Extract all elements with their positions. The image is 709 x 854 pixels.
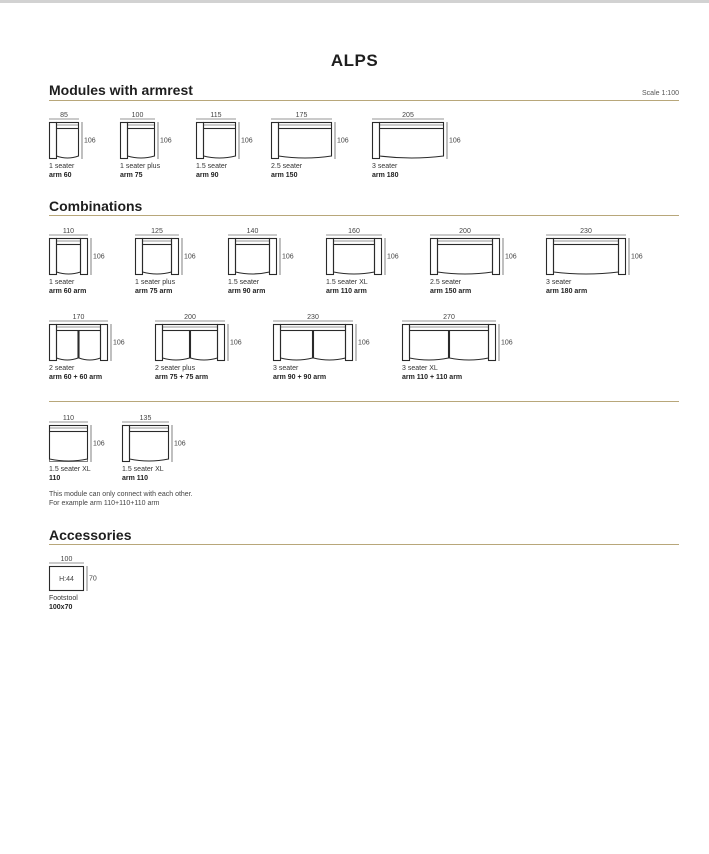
xl-note-line-2: For example arm 110+110+110 arm [49,500,160,507]
width-dimension: 110 [62,415,75,422]
page-title: ALPS [330,51,379,70]
sofa-item [196,112,260,179]
item-type: 3 seater [372,163,398,170]
sofa-plan-drawing [49,112,103,161]
item-type: 1 seater [49,163,75,170]
width-dimension: 230 [580,228,592,235]
item-code: arm 90 arm [228,287,266,295]
sofa-plan-drawing [271,112,356,161]
item-caption [228,279,265,296]
sofa-plan-drawing [155,314,249,363]
xl-note [49,490,193,508]
sofa-plan-drawing [122,415,193,464]
width-dimension: 160 [348,228,360,235]
item-code: arm 90 + 90 arm [273,373,327,381]
item-code: arm 90 [196,171,219,179]
height-dimension: 106 [93,253,105,261]
section-rule [49,544,679,545]
item-type: 1.5 seater XL [49,466,91,473]
sofa-item [228,228,301,295]
item-type: 1 seater [49,279,75,286]
item-type: 3 seater XL [402,365,438,372]
item-caption [430,279,471,296]
width-dimension: 100 [60,556,73,563]
sofa-item [155,314,249,381]
item-caption [326,279,368,296]
sofa-item [49,112,103,179]
item-code: 100x70 [49,603,73,611]
sofa-item [372,112,468,179]
sofa-plan-drawing [402,314,520,363]
height-dimension: 106 [174,440,186,448]
item-type: 1.5 seater [228,279,260,286]
item-caption [49,466,91,483]
sofa-item [49,556,108,611]
top-border [0,0,709,3]
height-dimension: 106 [358,339,370,347]
height-dimension: 106 [282,253,294,261]
height-dimension: 106 [387,253,399,261]
width-dimension: 140 [246,228,259,235]
item-code: arm 180 [372,171,399,179]
item-caption [402,365,462,382]
width-dimension: 270 [443,314,455,321]
item-type: 1 seater plus [135,279,176,286]
xl-note-line-1: This module can only connect with each other. [49,491,193,498]
height-dimension: 106 [505,253,517,261]
section-heading-accessories: Accessories [49,527,132,543]
width-dimension: 200 [184,314,196,321]
item-code: arm 110 + 110 arm [402,373,463,381]
item-type: 1 seater plus [120,163,161,170]
item-caption [135,279,175,296]
item-code: arm 110 [122,474,149,482]
item-caption [271,163,302,180]
item-code: arm 60 arm [49,287,87,295]
item-type: 2.5 seater [430,279,462,286]
height-dimension: 70 [89,575,97,583]
item-code: arm 60 [49,171,72,179]
section-rule [49,401,679,402]
height-dimension: 106 [501,339,513,347]
item-code: arm 180 arm [546,287,588,295]
section-heading-modules: Modules with armrest [49,82,193,98]
width-dimension: 125 [151,228,163,235]
sofa-plan-drawing [273,314,377,363]
sofa-plan-drawing [326,228,406,277]
height-dimension: 106 [113,339,125,347]
width-dimension: 170 [72,314,85,321]
height-dimension: 106 [337,137,349,145]
height-dimension: 106 [241,137,253,145]
item-type: 3 seater [546,279,572,286]
item-type: 3 seater [273,365,299,372]
height-dimension: 106 [184,253,196,261]
sofa-plan-drawing [196,112,260,161]
item-type: 1.5 seater XL [326,279,368,286]
item-caption [49,365,102,382]
width-dimension: 100 [131,112,144,119]
item-caption [120,163,160,180]
sofa-item [430,228,524,295]
sofa-plan-drawing [372,112,468,161]
sofa-item [402,314,520,381]
item-caption [155,365,208,382]
item-caption [546,279,587,296]
sofa-plan-drawing [49,228,112,277]
item-caption [49,595,78,612]
width-dimension: 200 [459,228,471,235]
item-code: 110 [49,474,61,482]
item-caption [372,163,398,180]
item-caption [122,466,164,483]
width-dimension: 85 [60,112,68,119]
width-dimension: 230 [307,314,319,321]
item-type: 1.5 seater [196,163,228,170]
section-heading-combinations: Combinations [49,198,143,214]
item-caption [49,163,74,180]
sofa-item [135,228,203,295]
item-type: 2 seater plus [155,365,196,372]
sofa-plan-drawing [546,228,650,277]
width-dimension: 135 [139,415,152,422]
item-caption [273,365,326,382]
height-dimension: 106 [449,137,461,145]
item-code: arm 75 + 75 arm [155,373,209,381]
height-dimension: 106 [84,137,96,145]
sofa-item [326,228,406,295]
item-code: arm 150 arm [430,287,472,295]
sofa-item [546,228,650,295]
item-code: arm 75 arm [135,287,173,295]
width-dimension: 205 [402,112,414,119]
section-rule [49,100,679,101]
sofa-plan-drawing [49,556,108,593]
section-rule [49,215,679,216]
item-code: arm 60 + 60 arm [49,373,103,381]
item-code: arm 75 [120,171,143,179]
item-type: 1.5 seater XL [122,466,164,473]
sofa-item [120,112,179,179]
height-dimension: 106 [160,137,172,145]
sofa-plan-drawing [49,314,132,363]
footstool-height-label: H:44 [59,576,74,583]
height-dimension: 106 [631,253,643,261]
scale-label: Scale 1:100 [642,90,679,97]
sofa-plan-drawing [430,228,524,277]
sofa-plan-drawing [120,112,179,161]
sofa-plan-drawing [49,415,112,464]
sofa-item [271,112,356,179]
sofa-item [122,415,193,482]
height-dimension: 106 [230,339,242,347]
sofa-item [49,228,112,295]
sofa-plan-drawing [135,228,203,277]
sofa-plan-drawing [228,228,301,277]
width-dimension: 110 [62,228,75,235]
item-caption [196,163,227,180]
item-code: arm 110 arm [326,287,367,295]
item-code: arm 150 [271,171,298,179]
item-caption [49,279,86,296]
width-dimension: 175 [295,112,308,119]
sofa-item [273,314,377,381]
sofa-item [49,314,132,381]
sofa-item [49,415,112,482]
item-type: 2.5 seater [271,163,303,170]
height-dimension: 106 [93,440,105,448]
item-type: Footstool [49,595,78,602]
item-type: 2 seater [49,365,75,372]
width-dimension: 115 [210,112,222,119]
